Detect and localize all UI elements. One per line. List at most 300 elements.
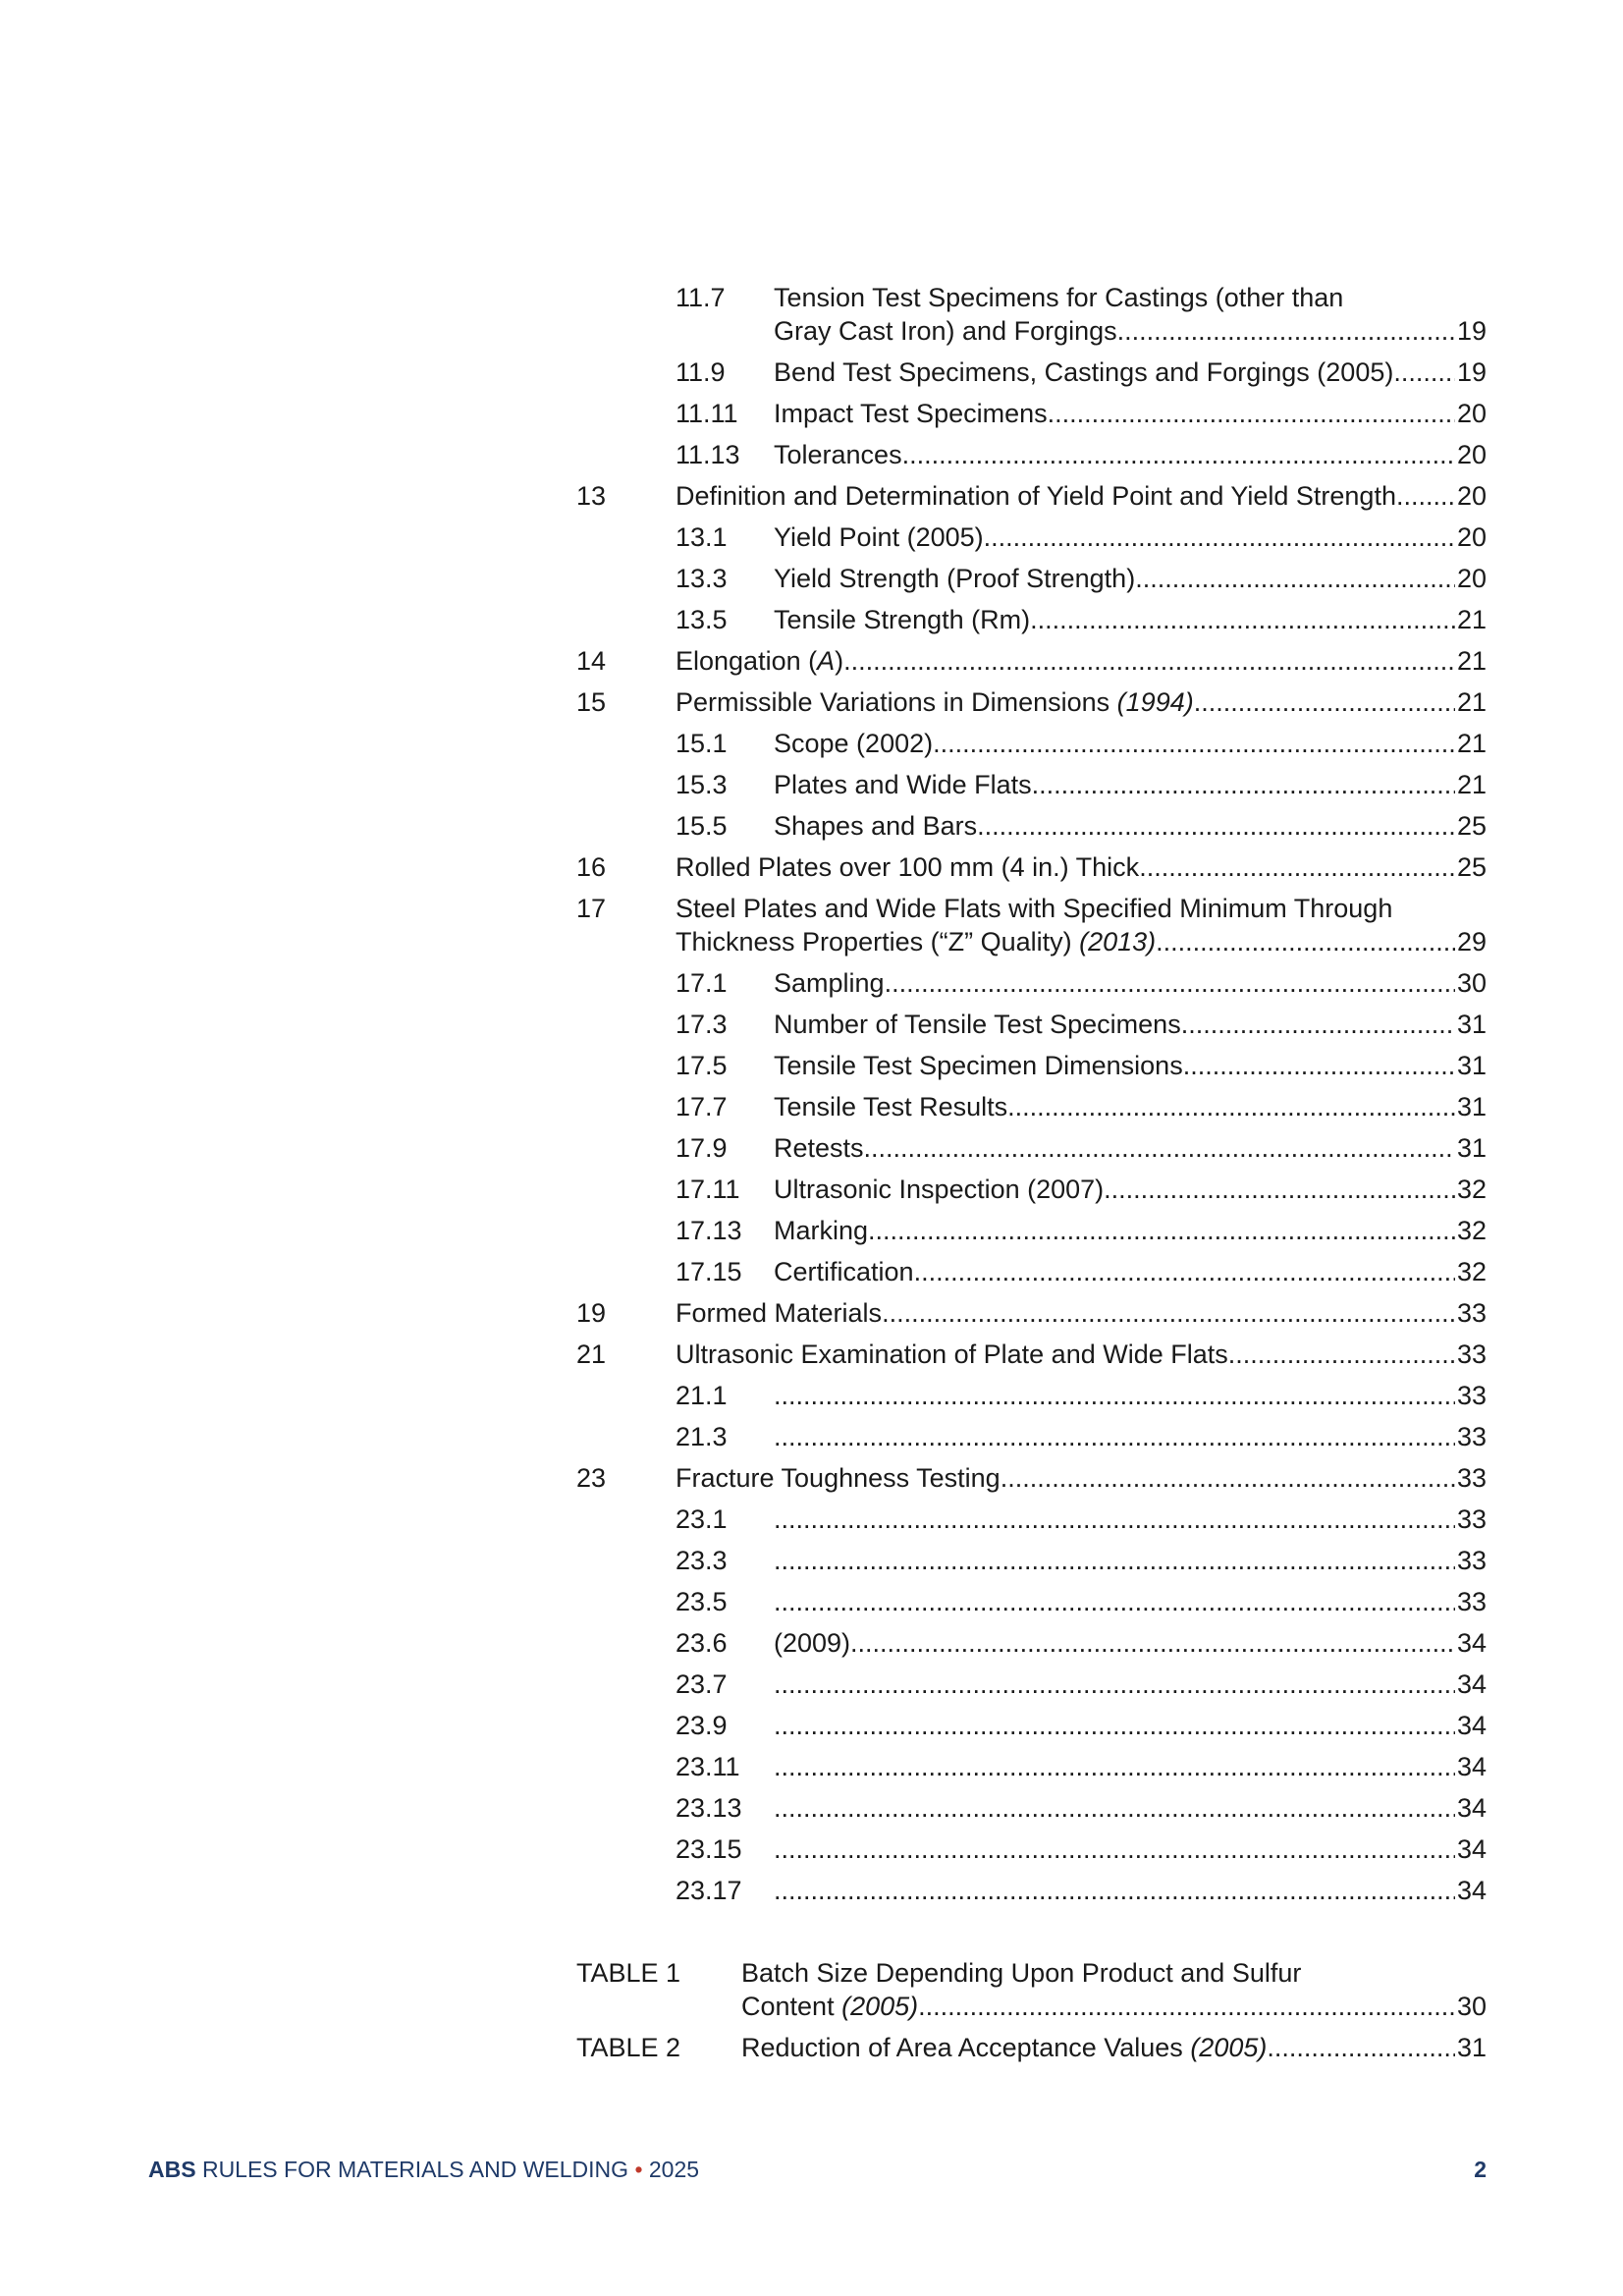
toc-entry-number: 23.3 [676, 1546, 728, 1575]
dot-leader [1117, 314, 1455, 348]
toc-entry-title-main: Marking [774, 1216, 869, 1245]
toc-entry-leader-line [774, 397, 1487, 430]
toc-entry-title [774, 603, 1487, 636]
dot-leader [1007, 1090, 1455, 1123]
toc-entry-number: 17.13 [676, 1216, 742, 1245]
toc-entry-title-text [774, 1090, 1007, 1123]
toc-entry-title [774, 1379, 1487, 1412]
toc-entry[interactable] [576, 281, 1487, 348]
toc-entry-title-main: Fracture Toughness Testing [676, 1463, 1001, 1493]
toc-entry-title-text [774, 1255, 914, 1288]
toc-entry-title-line: Steel Plates and Wide Flats with Specified Minimum Through [676, 894, 1393, 923]
toc-entry-leader-line [676, 685, 1487, 719]
toc-entry-title [774, 1420, 1487, 1453]
toc-entry-title-main: Thickness Properties (“Z” Quality) [676, 927, 1080, 957]
toc-entry-number: 23.11 [676, 1752, 740, 1781]
toc-entry-title-main: Reduction of Area Acceptance Values [741, 2033, 1191, 2062]
dot-leader [1048, 397, 1455, 430]
toc-entry-page[interactable]: 31 [1456, 1010, 1487, 1039]
toc-entry-page[interactable]: 21 [1456, 687, 1487, 717]
toc-entry-page[interactable]: 30 [1456, 968, 1487, 998]
toc-entry-page[interactable]: 29 [1456, 927, 1487, 957]
dot-leader [774, 1874, 1455, 1907]
dot-leader [914, 1255, 1455, 1288]
toc-entry-title-text [774, 727, 933, 760]
toc-entry-title [676, 685, 1487, 719]
toc-entry-leader-line [774, 727, 1487, 760]
toc-entry-number: 13.3 [676, 564, 728, 593]
dot-leader [1267, 2031, 1455, 2064]
toc-entry-title [774, 562, 1487, 595]
toc-entry-title [774, 1626, 1487, 1660]
toc-entry[interactable] [576, 1503, 1487, 1536]
toc-entry-title [774, 1832, 1487, 1866]
toc-entry-title-text [676, 925, 1156, 958]
toc-entry-title [774, 1090, 1487, 1123]
footer-brand: ABS [148, 2157, 196, 2182]
toc-entry-title-main: Ultrasonic Inspection (2007) [774, 1175, 1105, 1204]
toc-entry-title-text [774, 1626, 850, 1660]
toc-entry-title-main: Yield Point (2005) [774, 522, 984, 552]
toc-entry-title-main: Yield Strength (Proof Strength) [774, 564, 1136, 593]
toc-entry-number: 15 [576, 687, 607, 717]
toc-entry-leader-line [774, 438, 1487, 471]
toc-entry-number: 19 [576, 1298, 607, 1328]
toc-entry-title-italic: (2005) [841, 1992, 919, 2021]
toc-entry-leader-line [774, 1214, 1487, 1247]
toc-entry-title-main: Tensile Test Results [774, 1092, 1008, 1121]
toc-entry-number: 23 [576, 1463, 607, 1493]
toc-entry-title-main: (2009) [774, 1628, 851, 1658]
dot-leader [885, 966, 1455, 1000]
toc-entry-title-main: Formed Materials [676, 1298, 883, 1328]
toc-entry-leader-line [774, 1049, 1487, 1082]
toc-entry-title-main: Rolled Plates over 100 mm (4 in.) Thick [676, 852, 1140, 882]
toc-entry-title-text [774, 562, 1135, 595]
toc-entry[interactable] [576, 1544, 1487, 1577]
toc-entry-title [774, 1049, 1487, 1082]
toc-entry-page[interactable]: 20 [1456, 564, 1487, 593]
toc-entry-page[interactable]: 31 [1456, 2033, 1487, 2062]
toc-entry-leader-line [774, 1131, 1487, 1165]
footer-publication [148, 2157, 699, 2183]
toc-entry-number: 11.13 [676, 440, 740, 469]
toc-entry[interactable] [576, 1008, 1487, 1041]
toc-entry-title-text [774, 1008, 1181, 1041]
toc-entry-title [676, 1338, 1487, 1371]
toc-entry[interactable] [576, 850, 1487, 884]
toc-entry-page[interactable]: 33 [1456, 1381, 1487, 1410]
toc-entry-page[interactable]: 34 [1456, 1834, 1487, 1864]
toc-entry-page[interactable]: 33 [1456, 1504, 1487, 1534]
toc-entry-title-main: Scope (2002) [774, 729, 934, 758]
toc-entry-number: 23.7 [676, 1669, 728, 1699]
toc-entry[interactable] [576, 1338, 1487, 1371]
dot-leader [1228, 1338, 1455, 1371]
toc-entry-title-italic: (2005) [1190, 2033, 1268, 2062]
dot-leader [850, 1626, 1455, 1660]
dot-leader [864, 1131, 1455, 1165]
toc-entry-number: 11.9 [676, 357, 726, 387]
dot-leader [1135, 562, 1455, 595]
toc-entry-title-main: Number of Tensile Test Specimens [774, 1010, 1181, 1039]
toc-entry-title [774, 1255, 1487, 1288]
toc-entry-title [774, 1874, 1487, 1907]
toc-entry[interactable] [576, 1667, 1487, 1701]
toc-entry-number: 17 [576, 894, 607, 923]
toc-entry-leader-line [676, 1461, 1487, 1495]
toc-entry-title-main: Retests [774, 1133, 864, 1163]
toc-entry-title-text [774, 520, 984, 554]
toc-entry-number: 23.6 [676, 1628, 728, 1658]
toc-entry-page[interactable]: 33 [1456, 1587, 1487, 1616]
toc-entry-page[interactable]: 25 [1456, 852, 1487, 882]
dot-leader [1183, 1049, 1455, 1082]
toc-entry-number: 17.3 [676, 1010, 728, 1039]
toc-entry-title [774, 1173, 1487, 1206]
toc-entry-number: 17.1 [676, 968, 728, 998]
dot-leader [843, 644, 1455, 678]
toc-entry[interactable] [576, 1585, 1487, 1618]
toc-entry-leader-line [774, 1503, 1487, 1536]
toc-entry[interactable] [576, 644, 1487, 678]
toc-entry-title-main: Plates and Wide Flats [774, 770, 1032, 799]
toc-entry-number: 23.5 [676, 1587, 728, 1616]
toc-entry-title [741, 2031, 1487, 2064]
toc-entry-title-italic: (2013) [1079, 927, 1157, 957]
toc-entry-title-text [676, 1461, 1001, 1495]
toc-entry-title-italic: A [817, 646, 836, 676]
toc-entry-title [676, 1461, 1487, 1495]
toc-entry-number: 17.15 [676, 1257, 742, 1286]
toc-entry-title [774, 727, 1487, 760]
toc-entry-title [774, 1667, 1487, 1701]
toc-entry[interactable] [576, 1832, 1487, 1866]
toc-entry-title-text [774, 603, 1030, 636]
toc-entry-leader-line [774, 1791, 1487, 1825]
toc-entry-page[interactable]: 20 [1456, 440, 1487, 469]
toc-entry[interactable] [576, 397, 1487, 430]
toc-entry-number: 17.11 [676, 1175, 740, 1204]
dot-leader [774, 1709, 1455, 1742]
toc-entry-page[interactable]: 32 [1456, 1175, 1487, 1204]
toc-entry-page[interactable]: 34 [1456, 1711, 1487, 1740]
toc-entry-number: TABLE 1 [576, 1958, 681, 1988]
dot-leader [984, 520, 1455, 554]
toc-entry-title [774, 1750, 1487, 1783]
toc-entry[interactable] [576, 1255, 1487, 1288]
toc-entry-number: 11.7 [676, 283, 726, 312]
toc-entry[interactable] [576, 603, 1487, 636]
toc-entry-title [676, 644, 1487, 678]
section-gap [576, 1915, 1487, 1956]
toc-entry[interactable] [576, 768, 1487, 801]
dot-leader [918, 1990, 1455, 2023]
toc-entry-title [774, 966, 1487, 1000]
toc-entry[interactable] [576, 1626, 1487, 1660]
toc-entry-number: 11.11 [676, 399, 738, 428]
dot-leader [1104, 1173, 1455, 1206]
toc-table-entry[interactable] [576, 2031, 1487, 2064]
toc-entry-page[interactable]: 21 [1456, 646, 1487, 676]
toc-entry-leader-line [774, 314, 1487, 348]
toc-entry-title-main: Bend Test Specimens, Castings and Forgings (2005) [774, 357, 1394, 387]
toc-entry-page[interactable]: 32 [1456, 1216, 1487, 1245]
toc-entry-title-text [774, 1049, 1183, 1082]
toc-entry-leader-line [774, 1874, 1487, 1907]
toc-entry-leader-line [774, 768, 1487, 801]
toc-entry-leader-line [774, 1008, 1487, 1041]
toc-entry-number: 17.7 [676, 1092, 728, 1121]
toc-entry-page[interactable]: 19 [1456, 357, 1487, 387]
toc-entry[interactable] [576, 1379, 1487, 1412]
toc-entry-title [774, 1709, 1487, 1742]
table-of-contents [576, 281, 1487, 2072]
toc-entry-page[interactable]: 21 [1456, 729, 1487, 758]
toc-entry-leader-line [774, 1255, 1487, 1288]
dot-leader [902, 438, 1455, 471]
toc-entry-page[interactable]: 25 [1456, 811, 1487, 841]
toc-entry-page[interactable]: 33 [1456, 1422, 1487, 1451]
footer-year: 2025 [642, 2157, 700, 2182]
toc-entry-title-line: Tension Test Specimens for Castings (other than [774, 283, 1344, 312]
dot-leader [1030, 603, 1455, 636]
toc-entry-number: 15.5 [676, 811, 728, 841]
toc-entry-leader-line [676, 644, 1487, 678]
toc-entry-title [774, 1585, 1487, 1618]
toc-entry-title-text [676, 1296, 882, 1330]
toc-entry-title-main: Impact Test Specimens [774, 399, 1048, 428]
toc-entry-leader-line [774, 355, 1487, 389]
toc-entry[interactable] [576, 1461, 1487, 1495]
toc-entry-number: 13 [576, 481, 607, 511]
toc-entry[interactable] [576, 1296, 1487, 1330]
toc-entry-title-text [741, 1990, 918, 2023]
toc-entry-title [774, 1008, 1487, 1041]
toc-entry[interactable] [576, 1131, 1487, 1165]
toc-entry[interactable] [576, 685, 1487, 719]
toc-entry-leader-line [741, 1990, 1487, 2023]
toc-entry[interactable] [576, 1049, 1487, 1082]
toc-entry-leader-line [676, 1296, 1487, 1330]
toc-entry-number: 21.3 [676, 1422, 728, 1451]
toc-entry-number: 16 [576, 852, 607, 882]
toc-entry-title [774, 768, 1487, 801]
toc-entry-title [676, 850, 1487, 884]
toc-entry[interactable] [576, 892, 1487, 958]
toc-entry-title [774, 520, 1487, 554]
toc-entry[interactable] [576, 966, 1487, 1000]
toc-entry-number: 23.13 [676, 1793, 742, 1823]
toc-entry-number: 13.5 [676, 605, 728, 634]
toc-entry-number: 21.1 [676, 1381, 728, 1410]
page-footer [148, 2157, 1487, 2183]
toc-entry[interactable] [576, 1420, 1487, 1453]
dot-leader [933, 727, 1455, 760]
toc-entry-title-text [774, 397, 1048, 430]
toc-entry[interactable] [576, 1750, 1487, 1783]
toc-entry-title [676, 479, 1487, 513]
toc-entry[interactable] [576, 438, 1487, 471]
toc-entry-number: 23.1 [676, 1504, 728, 1534]
toc-entry-title [741, 1956, 1487, 2023]
toc-entry-title-text [774, 768, 1032, 801]
toc-entry-page[interactable]: 21 [1456, 605, 1487, 634]
dot-leader [977, 809, 1455, 843]
toc-entry-title-main: Content [741, 1992, 842, 2021]
toc-entry-leader-line [774, 1420, 1487, 1453]
toc-entry-page[interactable]: 34 [1456, 1876, 1487, 1905]
dot-leader [774, 1832, 1455, 1866]
toc-entry[interactable] [576, 1090, 1487, 1123]
toc-entry-page[interactable]: 30 [1456, 1992, 1487, 2021]
toc-entry-page[interactable]: 33 [1456, 1298, 1487, 1328]
toc-entry-title [774, 1503, 1487, 1536]
toc-entry-title-text [774, 438, 902, 471]
toc-entry-page[interactable]: 31 [1456, 1051, 1487, 1080]
toc-entry-number: 23.15 [676, 1834, 742, 1864]
dot-leader [882, 1296, 1455, 1330]
toc-entry[interactable] [576, 727, 1487, 760]
dot-leader [774, 1544, 1455, 1577]
toc-entry-leader-line [774, 1667, 1487, 1701]
dot-leader [774, 1503, 1455, 1536]
toc-entry-leader-line [774, 1544, 1487, 1577]
toc-entry-number: 23.9 [676, 1711, 728, 1740]
toc-entry-title-text [774, 1173, 1104, 1206]
toc-entry[interactable] [576, 1214, 1487, 1247]
toc-entry-page[interactable]: 21 [1456, 770, 1487, 799]
dot-leader [1156, 925, 1455, 958]
toc-entry-title [774, 809, 1487, 843]
toc-entry-title-main: Gray Cast Iron) and Forgings [774, 316, 1117, 346]
toc-entry-leader-line [676, 925, 1487, 958]
toc-entry-page[interactable]: 32 [1456, 1257, 1487, 1286]
toc-entry[interactable] [576, 1709, 1487, 1742]
toc-entry-leader-line [774, 1626, 1487, 1660]
toc-table-entry[interactable] [576, 1956, 1487, 2023]
toc-entry-title [774, 281, 1487, 348]
toc-entry-page[interactable]: 31 [1456, 1092, 1487, 1121]
toc-entry-title-main: Sampling [774, 968, 885, 998]
toc-entry-title-main: Ultrasonic Examination of Plate and Wide Flats [676, 1339, 1228, 1369]
toc-entry-leader-line [774, 603, 1487, 636]
toc-entry-title-text [774, 1214, 868, 1247]
dot-leader [868, 1214, 1455, 1247]
toc-entry-page[interactable]: 33 [1456, 1339, 1487, 1369]
toc-entry-title [774, 1131, 1487, 1165]
toc-entry-number: TABLE 2 [576, 2033, 681, 2062]
toc-entry-number: 15.1 [676, 729, 728, 758]
toc-entry-number: 15.3 [676, 770, 728, 799]
toc-entry[interactable] [576, 479, 1487, 513]
toc-entry-title-main: Definition and Determination of Yield Point and Yield Strength [676, 481, 1396, 511]
dot-leader [774, 1791, 1455, 1825]
toc-entry-page[interactable]: 33 [1456, 1546, 1487, 1575]
toc-entry-title [774, 355, 1487, 389]
dot-leader [774, 1379, 1455, 1412]
toc-entry-title-text [676, 685, 1194, 719]
toc-entry-title-line: Batch Size Depending Upon Product and Sulfur [741, 1958, 1302, 1988]
toc-entry-page[interactable]: 20 [1456, 522, 1487, 552]
toc-entry-leader-line [774, 1750, 1487, 1783]
toc-entry-page[interactable]: 34 [1456, 1628, 1487, 1658]
toc-entry[interactable] [576, 1173, 1487, 1206]
toc-entry-page[interactable]: 33 [1456, 1463, 1487, 1493]
toc-entry-title [676, 1296, 1487, 1330]
toc-entry-title-main: Shapes and Bars [774, 811, 978, 841]
toc-entry-page[interactable]: 19 [1456, 316, 1487, 346]
toc-entry-title [676, 892, 1487, 958]
toc-entry-leader-line [774, 809, 1487, 843]
toc-entry-page[interactable]: 34 [1456, 1752, 1487, 1781]
toc-entry-title-text [676, 644, 843, 678]
toc-entry-title [774, 1214, 1487, 1247]
toc-entry-number: 21 [576, 1339, 607, 1369]
toc-entry[interactable] [576, 1791, 1487, 1825]
toc-entry-leader-line [676, 850, 1487, 884]
toc-entry-page[interactable]: 20 [1456, 481, 1487, 511]
toc-entry-title-main: Certification [774, 1257, 914, 1286]
toc-entry-leader-line [774, 1173, 1487, 1206]
toc-entry[interactable] [576, 809, 1487, 843]
footer-title: RULES FOR MATERIALS AND WELDING [195, 2157, 635, 2182]
dot-leader [774, 1585, 1455, 1618]
dot-leader [1032, 768, 1455, 801]
toc-entry-page[interactable]: 20 [1456, 399, 1487, 428]
toc-entry-page[interactable]: 31 [1456, 1133, 1487, 1163]
toc-entry-leader-line [676, 1338, 1487, 1371]
toc-entry-leader-line [676, 479, 1487, 513]
toc-entry-title [774, 438, 1487, 471]
toc-entry-leader-line [774, 966, 1487, 1000]
toc-entry-page[interactable]: 34 [1456, 1793, 1487, 1823]
page-number: 2 [1474, 2157, 1487, 2182]
toc-entry-title [774, 1544, 1487, 1577]
toc-entry-number: 14 [576, 646, 607, 676]
toc-entry-title-text [741, 2031, 1267, 2064]
dot-leader [1001, 1461, 1455, 1495]
toc-entry-title-text [774, 966, 885, 1000]
toc-entry-title-text [774, 314, 1117, 348]
toc-entry-leader-line [741, 2031, 1487, 2064]
dot-leader [1396, 479, 1455, 513]
toc-entry[interactable] [576, 562, 1487, 595]
toc-entry-title-text [774, 809, 977, 843]
toc-entry-title [774, 397, 1487, 430]
toc-entry[interactable] [576, 1874, 1487, 1907]
toc-entry-leader-line [774, 562, 1487, 595]
dot-leader [1194, 685, 1455, 719]
toc-entry-leader-line [774, 1379, 1487, 1412]
toc-entry-leader-line [774, 520, 1487, 554]
toc-entry-title-main: Tensile Test Specimen Dimensions [774, 1051, 1183, 1080]
toc-entry-title-suffix: ) [835, 646, 844, 676]
toc-entry-leader-line [774, 1832, 1487, 1866]
toc-entry-title-text [676, 479, 1396, 513]
toc-entry-title-main: Tolerances [774, 440, 902, 469]
toc-entry[interactable] [576, 355, 1487, 389]
toc-entry[interactable] [576, 520, 1487, 554]
toc-entry-leader-line [774, 1709, 1487, 1742]
toc-entry-page[interactable]: 34 [1456, 1669, 1487, 1699]
toc-entry-number: 23.17 [676, 1876, 742, 1905]
toc-entry-title [774, 1791, 1487, 1825]
toc-entry-title-text [676, 1338, 1228, 1371]
toc-entry-title-main: Permissible Variations in Dimensions [676, 687, 1117, 717]
toc-entry-title-main: Elongation ( [676, 646, 818, 676]
dot-leader [1139, 850, 1455, 884]
